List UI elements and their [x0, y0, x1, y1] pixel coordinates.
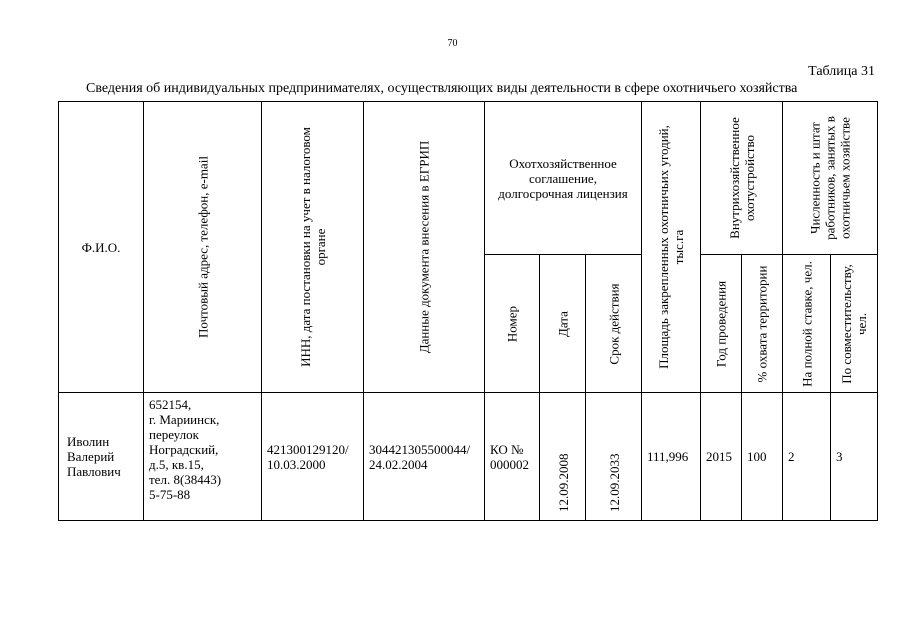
cell-agreement-date: 12.09.2008: [540, 393, 586, 521]
header-inn: ИНН, дата постановки на учет в налоговом органе: [262, 102, 364, 393]
cell-fio: Иволин Валерий Павлович: [59, 393, 144, 521]
cell-address: 652154, г. Мариинск, переулок Ноградский, д.5, кв.15, тел. 8(38443) 5-75-88: [144, 393, 262, 521]
header-agreement-term: Срок действия: [586, 255, 642, 393]
header-egrip: Данные документа внесения в ЕГРИП: [364, 102, 485, 393]
header-survey-year: Год проведения: [701, 255, 742, 393]
cell-area: 111,996: [642, 393, 701, 521]
cell-egrip: 304421305500044/ 24.02.2004: [364, 393, 485, 521]
header-survey: Внутрихозяйственное охотустройство: [701, 102, 783, 255]
cell-survey-coverage: 100: [742, 393, 783, 521]
cell-inn: 421300129120/ 10.03.2000: [262, 393, 364, 521]
page-number: 70: [447, 38, 458, 49]
header-staff: Численность и штат работников, занятых в охотничьем хозяйстве: [783, 102, 878, 255]
cell-agreement-number: КО № 000002: [485, 393, 540, 521]
header-address: Почтовый адрес, телефон, e-mail: [144, 102, 262, 393]
table-title: Сведения об индивидуальных предпринимателях, осуществляющих виды деятельности в сфере охотничьего хозяйства: [86, 81, 798, 96]
header-area: Площадь закрепленных охотничьих угодий, тыс.га: [642, 102, 701, 393]
cell-staff-part: 3: [831, 393, 878, 521]
cell-agreement-term: 12.09.2033: [586, 393, 642, 521]
header-fio: Ф.И.О.: [59, 102, 144, 393]
header-agreement-number: Номер: [485, 255, 540, 393]
header-staff-full: На полной ставке, чел.: [783, 255, 831, 393]
table-row: [59, 393, 878, 521]
cell-staff-full: 2: [783, 393, 831, 521]
header-staff-part: По совместительству, чел.: [831, 255, 878, 393]
cell-survey-year: 2015: [701, 393, 742, 521]
header-survey-coverage: % охвата территории: [742, 255, 783, 393]
header-agreement: Охотхозяйственное соглашение, долгосрочная лицензия: [485, 102, 642, 255]
table-label: Таблица 31: [808, 64, 875, 79]
header-agreement-date: Дата: [540, 255, 586, 393]
entrepreneurs-table: [58, 101, 878, 521]
